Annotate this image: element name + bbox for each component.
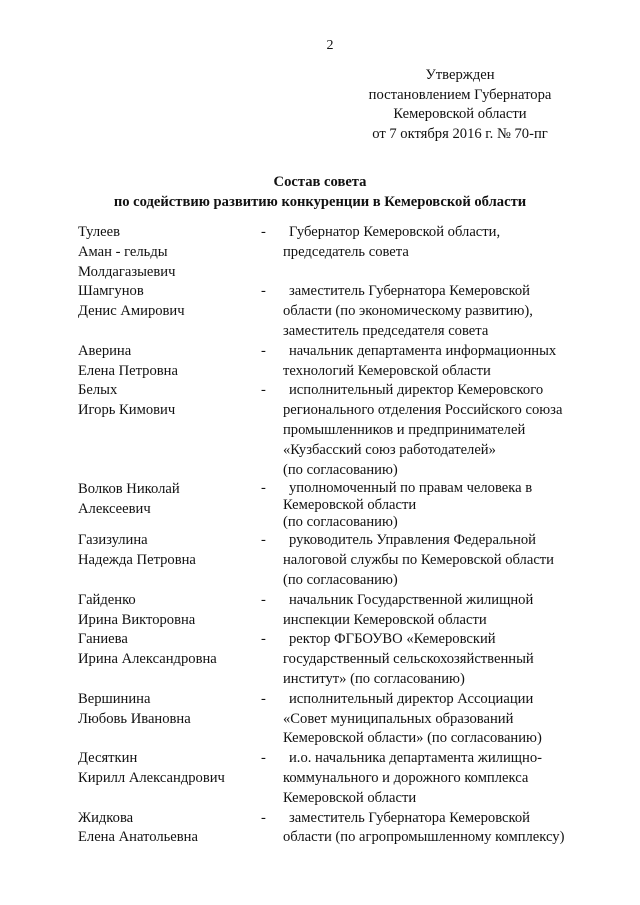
member-name-line: Тулеев — [78, 224, 120, 240]
member-role — [283, 749, 618, 808]
member-name — [78, 591, 261, 631]
member-row — [78, 223, 618, 282]
approval-line: от 7 октября 2016 г. № 70-пг — [372, 125, 548, 142]
member-role-line: «Кузбасский союз работодателей» — [283, 441, 496, 458]
member-role-line: технологий Кемеровской области — [283, 362, 491, 379]
member-name — [78, 480, 261, 531]
member-role — [283, 809, 618, 849]
member-role — [283, 381, 618, 480]
member-role-line: коммунального и дорожного комплекса — [283, 769, 529, 786]
approval-stamp — [300, 66, 620, 144]
member-dash: - — [261, 750, 266, 767]
member-name-line: Елена Анатольевна — [78, 829, 198, 846]
member-role-line: «Совет муниципальных образований — [283, 710, 514, 727]
document-title — [0, 172, 640, 212]
approval-line: постановлением Губернатора — [368, 86, 552, 103]
member-role-line: области (по экономическому развитию), — [283, 303, 533, 320]
member-name-line: Алексеевич — [78, 501, 151, 518]
member-role-line: государственный сельскохозяйственный — [283, 651, 534, 668]
member-role-line: Кемеровской области — [283, 497, 417, 514]
member-name — [78, 630, 261, 689]
member-name-line: Гайденко — [78, 591, 136, 608]
member-row — [78, 531, 618, 590]
member-dash: - — [261, 631, 266, 648]
member-role-line: институт» (по согласованию) — [283, 670, 465, 687]
member-dash: - — [261, 283, 266, 300]
member-role-line: начальник департамента информационных — [289, 342, 557, 359]
member-role-line: Губернатор Кемеровской области, — [289, 224, 501, 240]
page-number: 2 — [326, 38, 334, 53]
member-role-line: ректор ФГБОУВО «Кемеровский — [289, 631, 496, 648]
member-role — [283, 630, 618, 689]
member-dash: - — [261, 809, 266, 826]
member-role-line: начальник Государственной жилищной — [289, 591, 534, 608]
member-role-line: исполнительный директор Кемеровского — [289, 382, 544, 399]
member-role-line: области (по агропромышленному комплексу) — [283, 829, 565, 846]
member-name-line: Игорь Кимович — [78, 402, 176, 419]
member-name-line: Вершинина — [78, 690, 151, 707]
member-row — [78, 480, 618, 531]
member-name-line: Ганиева — [78, 631, 128, 648]
title-line: по содействию развитию конкуренции в Кемеровской области — [113, 194, 527, 210]
member-role — [283, 591, 618, 631]
member-row — [78, 591, 618, 631]
members-list — [78, 223, 618, 848]
member-name-line: Денис Амирович — [78, 303, 185, 320]
member-role-line: исполнительный директор Ассоциации — [289, 690, 534, 707]
member-role — [283, 690, 618, 749]
member-role-line: уполномоченный по правам человека в — [289, 480, 533, 497]
member-role-line: (по согласованию) — [283, 514, 398, 531]
member-role-line: заместитель Губернатора Кемеровской — [289, 283, 530, 300]
member-role-line: регионального отделения Российского союза — [283, 402, 563, 419]
member-row — [78, 630, 618, 689]
member-dash: - — [261, 532, 266, 549]
member-name — [78, 223, 261, 282]
member-name — [78, 809, 261, 849]
member-row — [78, 282, 618, 341]
title-line: Состав совета — [273, 174, 367, 190]
member-role — [283, 342, 618, 382]
member-role-line: заместитель председателя совета — [283, 322, 489, 339]
member-name-line: Ирина Викторовна — [78, 611, 196, 628]
member-name-line: Жидкова — [78, 809, 134, 826]
member-role-line: и.о. начальника департамента жилищно- — [289, 750, 542, 767]
member-name-line: Волков Николай — [78, 481, 180, 498]
member-role-line: председатель совета — [283, 243, 409, 260]
member-dash: - — [261, 591, 266, 608]
member-role-line: руководитель Управления Федеральной — [289, 532, 536, 549]
member-role-line: Кемеровской области — [283, 789, 417, 806]
member-dash: - — [261, 480, 266, 497]
member-role — [283, 480, 618, 531]
member-name-line: Надежда Петровна — [78, 552, 196, 569]
member-role — [283, 531, 618, 590]
member-name-line: Белых — [78, 382, 118, 399]
member-dash: - — [261, 690, 266, 707]
member-role — [283, 282, 618, 341]
member-role-line: (по согласованию) — [283, 571, 398, 588]
member-role-line: налоговой службы по Кемеровской области — [283, 552, 554, 569]
member-name — [78, 690, 261, 749]
member-name-line: Десяткин — [78, 750, 138, 767]
member-row — [78, 381, 618, 480]
member-role-line: Кемеровской области» (по согласованию) — [283, 730, 542, 747]
member-dash: - — [261, 224, 266, 240]
member-role — [283, 223, 618, 282]
member-role-line: инспекции Кемеровской области — [283, 611, 487, 628]
member-name — [78, 342, 261, 382]
approval-line: Кемеровской области — [393, 106, 527, 122]
member-row — [78, 809, 618, 849]
member-row — [78, 690, 618, 749]
member-name — [78, 381, 261, 480]
member-name-line: Шамгунов — [78, 283, 144, 300]
member-role-line: (по согласованию) — [283, 461, 398, 478]
member-name — [78, 749, 261, 808]
member-role-line: заместитель Губернатора Кемеровской — [289, 809, 530, 826]
member-row — [78, 749, 618, 808]
member-name-line: Кирилл Александрович — [78, 769, 225, 786]
approval-line: Утвержден — [425, 67, 495, 83]
member-name-line: Ирина Александровна — [78, 651, 217, 668]
member-name-line: Молдагазыевич — [78, 263, 176, 280]
member-name — [78, 531, 261, 590]
member-name-line: Елена Петровна — [78, 362, 178, 379]
member-row — [78, 342, 618, 382]
member-name — [78, 282, 261, 341]
member-name-line: Любовь Ивановна — [78, 710, 191, 727]
member-dash: - — [261, 342, 266, 359]
member-name-line: Газизулина — [78, 532, 148, 549]
member-name-line: Аверина — [78, 342, 132, 359]
member-name-line: Аман - гельды — [78, 243, 168, 260]
member-dash: - — [261, 382, 266, 399]
member-role-line: промышленников и предпринимателей — [283, 421, 526, 438]
